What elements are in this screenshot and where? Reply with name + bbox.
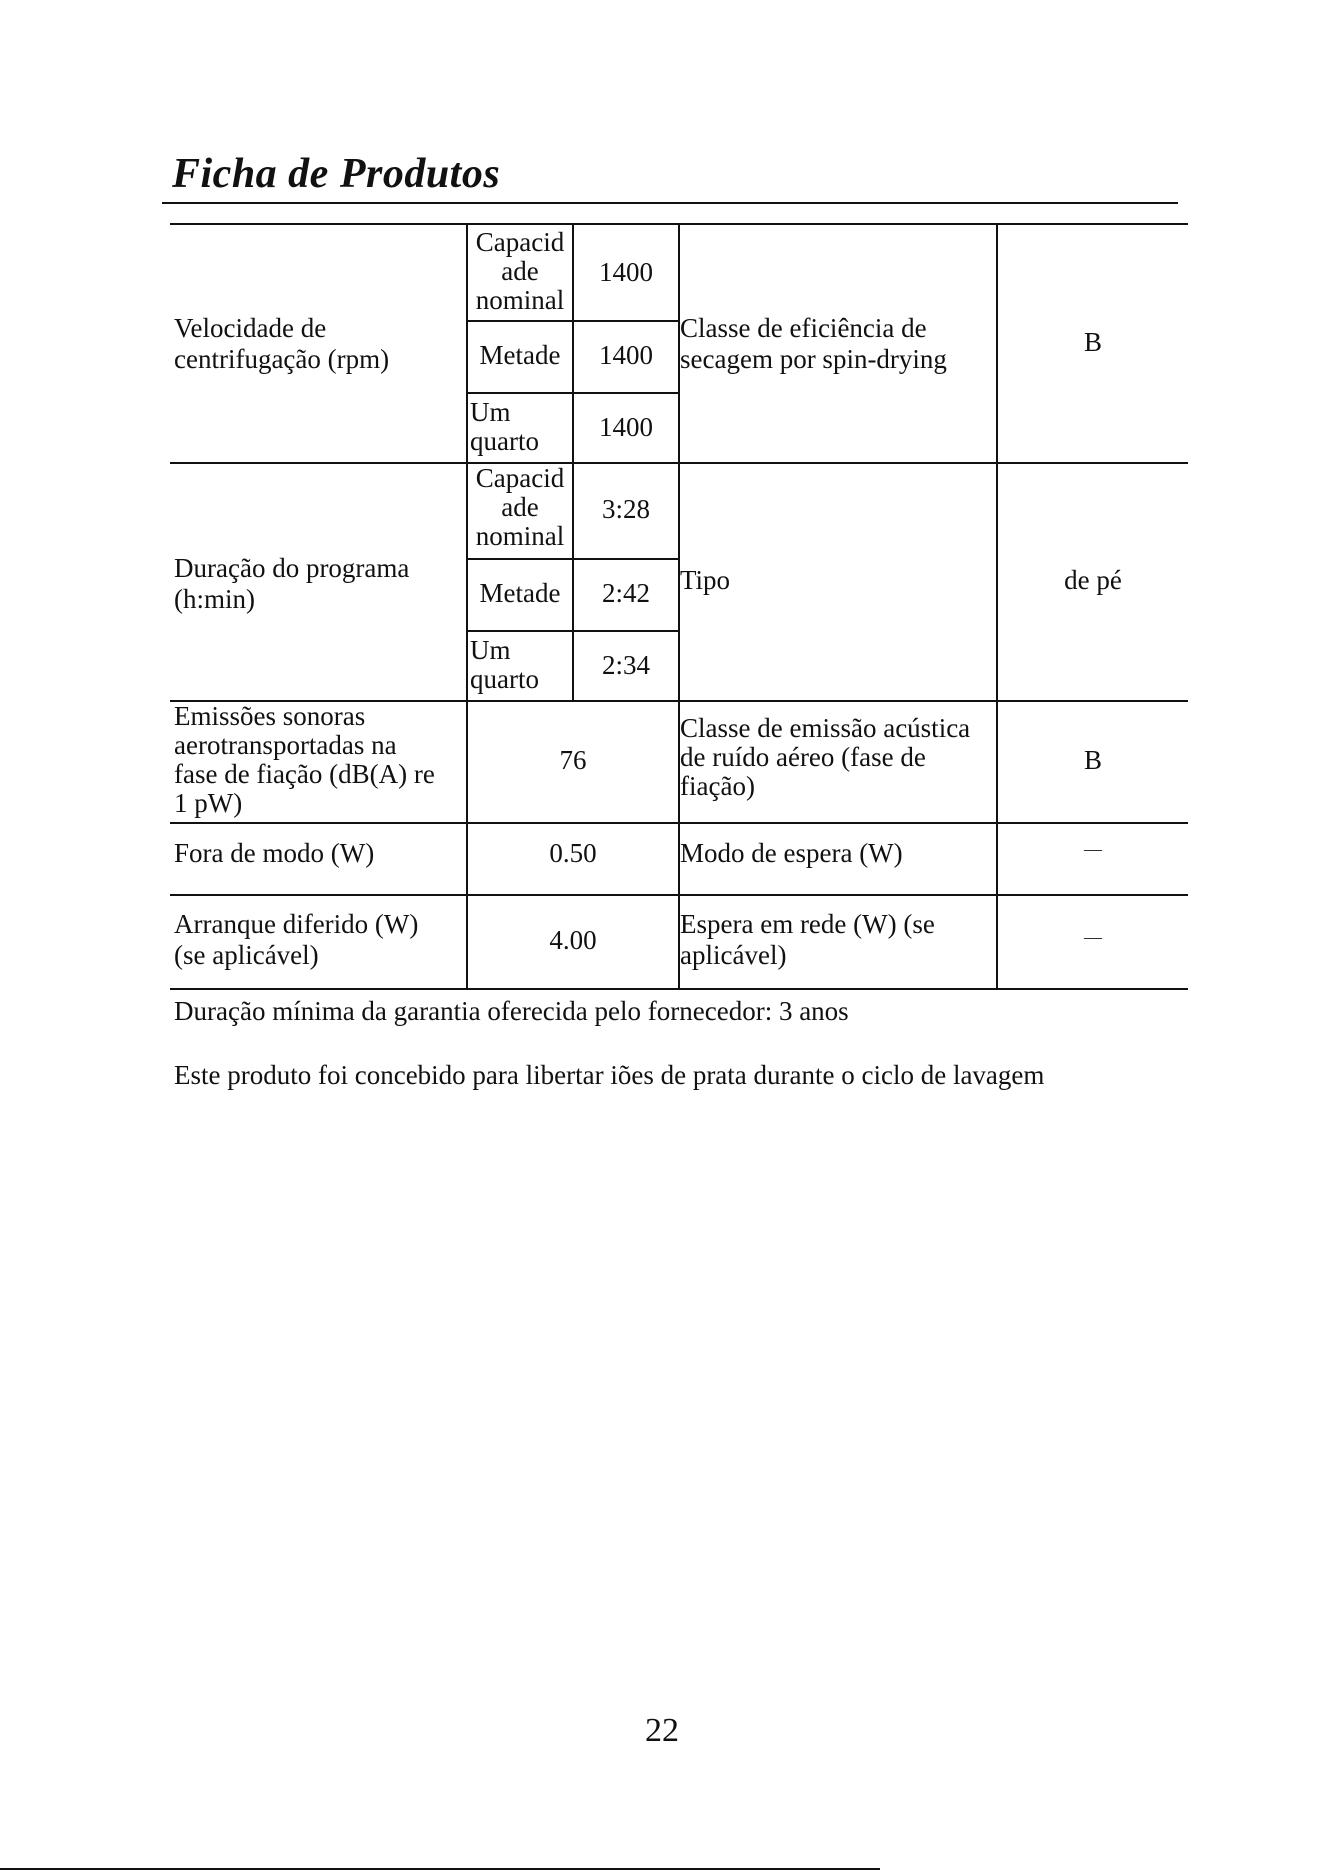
label-line: nominal xyxy=(475,285,565,315)
label-line: 1 pW) xyxy=(174,788,243,818)
label-line: de ruído aéreo (fase de xyxy=(680,742,926,772)
label-line: aerotransportadas na xyxy=(174,730,397,760)
half-label: Metade xyxy=(479,578,561,608)
title-rule xyxy=(162,202,1178,204)
label-line: Capacid xyxy=(475,227,565,257)
quarter-label xyxy=(470,398,539,456)
half-duration-value: 2:42 xyxy=(601,578,650,608)
network-standby-value: — xyxy=(1084,927,1102,947)
rated-spin-value: 1400 xyxy=(599,257,653,287)
label-line: Emissões sonoras xyxy=(174,701,366,731)
footer-rule xyxy=(0,1868,880,1870)
quarter-spin-value: 1400 xyxy=(599,412,653,442)
spin-drying-class-value: B xyxy=(1083,327,1102,357)
rated-capacity-label xyxy=(468,228,572,315)
label-line: aplicável) xyxy=(680,940,787,970)
page-title: Ficha de Produtos xyxy=(172,151,501,197)
label-line: Duração do programa xyxy=(174,553,410,583)
warranty-note: Duração mínima da garantia oferecida pelo fornecedor: 3 anos xyxy=(174,996,849,1026)
label-line: Velocidade de xyxy=(174,313,327,343)
label-line: fiação) xyxy=(680,771,755,801)
network-standby-label xyxy=(680,909,935,971)
type-value: de pé xyxy=(1064,565,1122,595)
label-line: Um xyxy=(470,397,511,427)
type-label: Tipo xyxy=(680,565,731,595)
silver-ion-note: Este produto foi concebido para libertar iões de prata durante o ciclo de lavagem xyxy=(174,1060,1045,1090)
label-line: secagem por spin-drying xyxy=(680,344,947,374)
standby-label: Modo de espera (W) xyxy=(680,838,903,868)
label-line: nominal xyxy=(475,521,565,551)
column-divider xyxy=(572,223,574,700)
label-line: fase de fiação (dB(A) re xyxy=(174,759,435,789)
table-bottom-rule xyxy=(170,988,1188,990)
label-line: ade xyxy=(501,256,539,286)
off-mode-value: 0.50 xyxy=(549,838,597,868)
rated-capacity-label xyxy=(468,464,572,551)
quarter-duration-value: 2:34 xyxy=(601,650,650,680)
half-spin-value: 1400 xyxy=(599,340,653,370)
noise-emission-value: 76 xyxy=(559,745,587,775)
label-line: Capacid xyxy=(475,463,565,493)
standby-value: — xyxy=(1084,839,1102,859)
half-label: Metade xyxy=(479,340,561,370)
label-line: Espera em rede (W) (se xyxy=(680,909,935,939)
label-line: centrifugação (rpm) xyxy=(174,344,390,374)
spin-speed-label xyxy=(174,313,389,375)
delay-start-value: 4.00 xyxy=(549,925,597,955)
noise-class-label xyxy=(680,714,970,801)
label-line: Arranque diferido (W) xyxy=(174,909,419,939)
label-line: Um xyxy=(470,635,511,665)
rated-duration-value: 3:28 xyxy=(601,494,650,524)
off-mode-label: Fora de modo (W) xyxy=(174,838,375,868)
label-line: Classe de eficiência de xyxy=(680,313,927,343)
program-duration-label xyxy=(174,553,409,615)
page-number: 22 xyxy=(645,1712,679,1749)
spin-drying-class-label xyxy=(680,313,947,375)
label-line: Classe de emissão acústica xyxy=(680,713,971,743)
label-line: (h:min) xyxy=(174,584,255,614)
delay-start-label xyxy=(174,909,418,971)
label-line: (se aplicável) xyxy=(174,940,319,970)
quarter-label xyxy=(470,636,539,694)
noise-emission-label xyxy=(174,702,435,818)
label-line: ade xyxy=(501,492,539,522)
label-line: quarto xyxy=(470,426,539,456)
label-line: quarto xyxy=(470,664,539,694)
noise-class-value: B xyxy=(1083,745,1102,775)
